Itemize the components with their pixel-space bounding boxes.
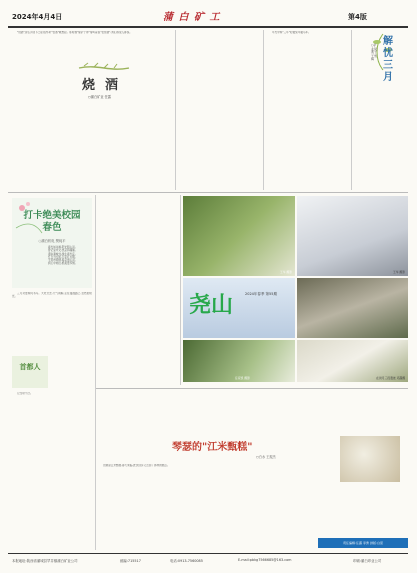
article1-cont: [179, 31, 261, 188]
footer-postcode: 邮编:715517: [120, 559, 141, 563]
article3-title-block: [12, 198, 92, 288]
photo-credit: 任家凯 摄影: [235, 376, 250, 380]
photo-title: 尧山: [189, 292, 234, 318]
poem-line: 曾记爱中文,热意铸翰墨。: [48, 249, 78, 253]
article5-text-top: [98, 392, 196, 432]
photo-blossom-close: [297, 340, 408, 382]
article1-text-col3: [135, 48, 173, 110]
article2-title-block: [355, 30, 409, 102]
article3-title: 打卡绝美校园春色: [23, 210, 81, 233]
article1-text-col2: [75, 112, 173, 188]
footer-printer: 印刷:蒲白印业公司: [353, 559, 382, 563]
footer: [8, 553, 408, 566]
column-divider: [175, 30, 176, 190]
article2-title: 解忧三月: [383, 36, 393, 83]
poem-line: 漫步蒲城外,绿生春光宜。: [48, 252, 78, 256]
article5-text-top2: [198, 392, 296, 432]
article1-title-block: [74, 62, 134, 110]
article1-author: ○蒲白矿业 任露: [88, 95, 111, 99]
footer-email: E-mail:pbkg7566685@163.com: [238, 558, 292, 562]
page-number: 第4版: [348, 13, 367, 21]
article2-author: ○矿业局离子 王雪梅: [371, 43, 378, 62]
newspaper-logo: 蒲 白 矿 工: [163, 12, 221, 23]
column-divider: [95, 195, 96, 550]
article1-text: "烧酒"这名字现下已是见得,听"农酒"就想起。那时候"煤矿子弟"常叫着说"农烧酒",我们那里人都说。: [17, 31, 132, 34]
column-divider: [351, 30, 352, 190]
article2-text: 年光中如"三年"好属兔年属马年。: [272, 31, 311, 34]
photo-subtitle: 2024年春季 第55期: [245, 292, 277, 296]
editor-label: 责任编辑:任露 李勇: [343, 541, 369, 545]
column-divider: [263, 30, 264, 190]
photo-credit: 王华 摄影: [279, 270, 292, 274]
article5-title: 琴瑟的"江米甄糕": [172, 442, 253, 453]
article3-text: 三月对更如何书写。大老过去,大气闲暇,走在漫漫路上,忽然的阳光。: [12, 292, 92, 299]
photo-yaoshan-title-area: [183, 278, 295, 338]
article3-cont: [98, 198, 178, 386]
cake-illustration: [340, 436, 400, 482]
photo-branches: [297, 278, 408, 338]
poem-line: 红日当空照,万家灯火明。: [48, 255, 78, 259]
article5-author: ○白水 王振杰: [256, 455, 276, 459]
article4-title-block: [12, 356, 48, 388]
article2-text-col: [355, 104, 408, 188]
article3-author: ○蒲白机电 樊纯平: [38, 239, 66, 243]
footer-phone: 电话:0913-7560085: [170, 559, 203, 563]
footer-address: 本报地址:陕西省蒲城县罕井镇蒲白矿业公司: [12, 559, 78, 563]
article1-title: 烧酒: [82, 78, 129, 93]
section-divider: [8, 192, 408, 193]
poem-line: 天府市场情,春意更山河。: [48, 259, 78, 263]
article4-text-side: [50, 356, 92, 388]
column-divider: [180, 195, 181, 385]
section-divider: [96, 388, 408, 389]
photo-credit: 在供月三段遗迹 邓露摄: [376, 376, 405, 380]
article5-title-block: [170, 432, 310, 462]
poem-line: 我心中向往,绝美更多情。: [48, 262, 78, 266]
article5-text-top3: [298, 392, 406, 432]
photo-white-flowers: [297, 196, 408, 276]
article4-title: 首都人: [19, 363, 41, 371]
article4-text: 记当时不过。: [17, 392, 33, 395]
article3-poem: [48, 246, 92, 266]
article5-text-col2: [198, 464, 296, 550]
article1-text-col1: [12, 48, 70, 188]
typesetter-label: 排版:白茹: [369, 541, 383, 545]
poem-line: 春光如诗画,阳光照山河。: [48, 246, 78, 249]
issue-date: 2024年4月4日: [12, 13, 63, 21]
header-rule: [8, 26, 408, 28]
photo-hillside: [183, 340, 295, 382]
photo-credit: 王华 摄影: [392, 270, 405, 274]
leaf-decoration: [355, 30, 409, 102]
photo-blossoms: [183, 196, 295, 276]
article5-text-col1: 也就是江米甄糕,春天来临,此次回乡又念到了那样的糕点。: [103, 464, 170, 467]
editor-badge: [318, 538, 408, 548]
